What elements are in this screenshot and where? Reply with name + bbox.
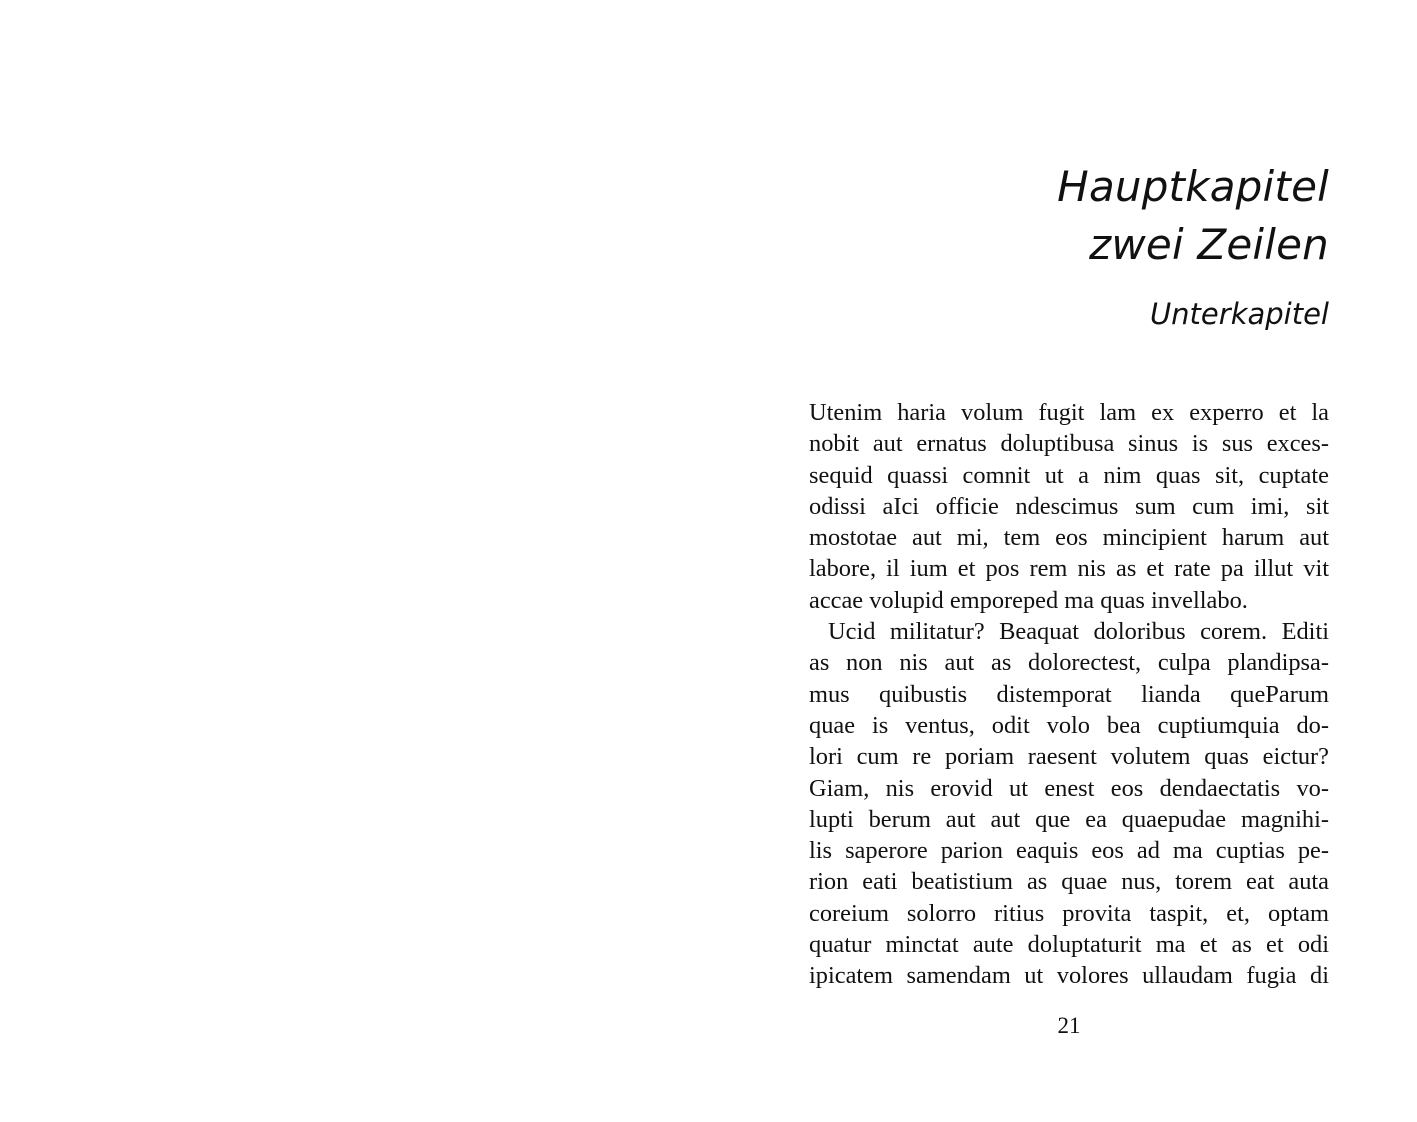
text-line: labore, il ium et pos rem nis as et rate pa illut vit [809,555,1329,583]
text-line: mus quibustis distemporat lianda queParum [809,680,1329,708]
body-text [809,397,1329,992]
text-line: quatur minctat aute doluptaturit ma et as et odi [809,931,1329,959]
text-line: as non nis aut as dolorectest, culpa plandipsa- [809,649,1329,677]
text-line: sequid quassi comnit ut a nim quas sit, cuptate [809,461,1329,489]
paragraph-1 [809,397,1329,616]
right-page [709,0,1417,1122]
left-page-blank [0,0,708,1122]
subchapter-title: Unterkapitel [1149,297,1329,331]
text-line: lis saperore parion eaquis eos ad ma cuptias pe- [809,837,1329,865]
text-line: Utenim haria volum fugit lam ex experro et la [809,399,1329,426]
text-line: ipicatem samendam ut volores ullaudam fugia di [809,962,1329,990]
page-number: 21 [1057,1013,1081,1038]
paragraph-2 [809,616,1329,992]
text-line: quae is ventus, odit volo bea cuptiumquia do- [809,711,1329,739]
text-line: nobit aut ernatus doluptibusa sinus is sus exces- [809,430,1329,458]
text-line: accae volupid emporeped ma quas invellabo. [809,586,1248,614]
text-line: odissi aIci officie ndescimus sum cum imi, sit [809,492,1329,520]
chapter-title [809,158,1329,274]
text-line: Ucid militatur? Beaquat doloribus corem. Editi [828,618,1329,646]
text-line: coreium solorro ritius provita taspit, et, optam [809,899,1329,927]
text-line: rion eati beatistium as quae nus, torem eat auta [809,868,1329,896]
text-line: Giam, nis erovid ut enest eos dendaectatis vo- [809,774,1329,802]
text-line: mostotae aut mi, tem eos mincipient harum aut [809,524,1329,552]
text-line: lupti berum aut aut que ea quaepudae magnihi- [809,805,1329,833]
chapter-title-line-2: zwei Zeilen [1089,220,1329,269]
chapter-title-line-1: Hauptkapitel [1057,162,1329,211]
text-line: lori cum re poriam raesent volutem quas eictur? [809,743,1329,771]
